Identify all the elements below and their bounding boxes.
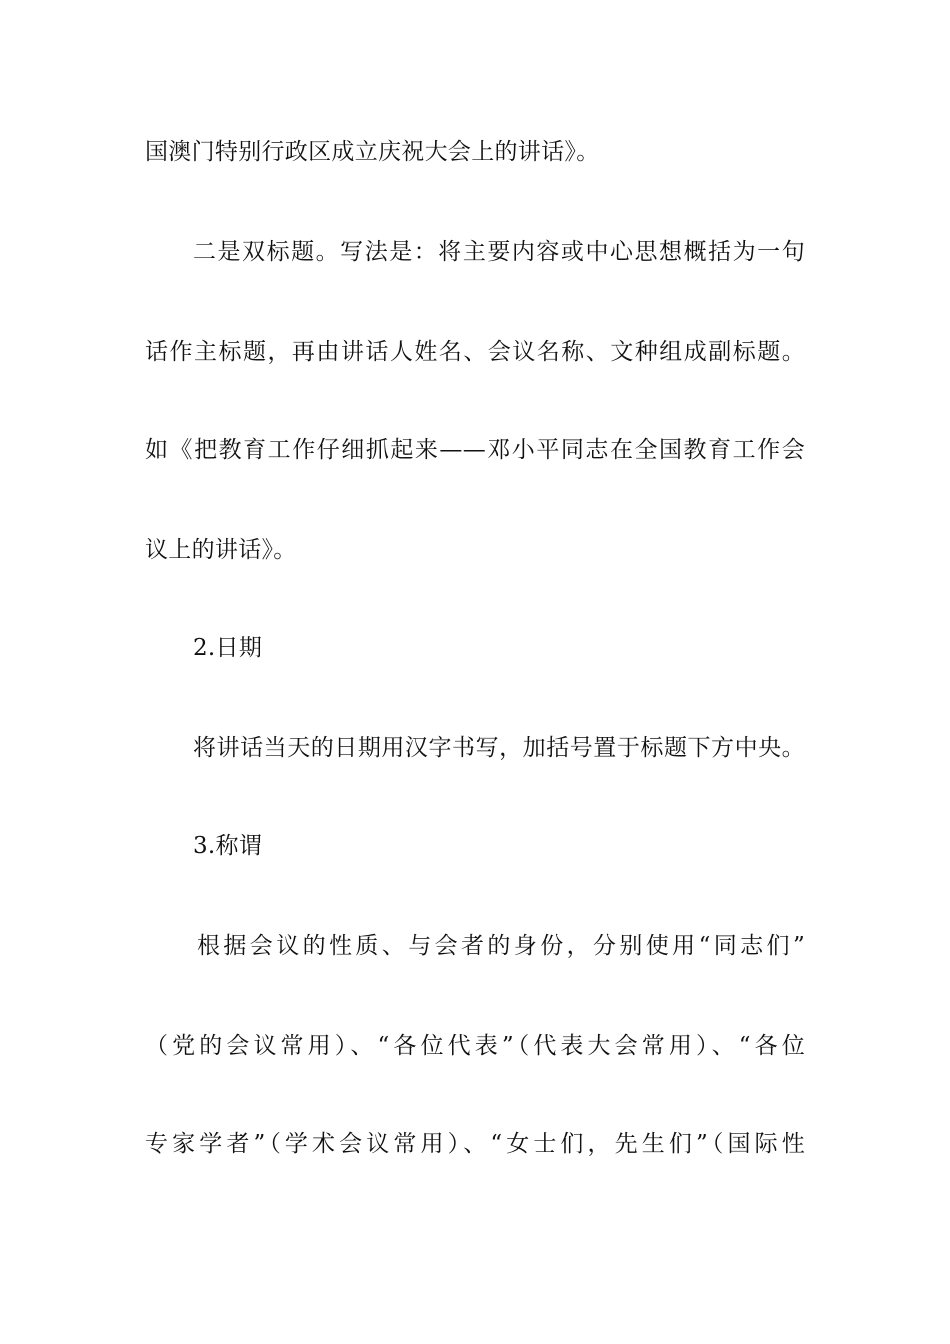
paragraph-line: 国澳门特别行政区成立庆祝大会上的讲话》。	[145, 139, 600, 165]
paragraph-line: （党的会议常用）、“各位代表”（代表大会常用）、“各位	[145, 1033, 805, 1059]
paragraph-line: 话作主标题，再由讲话人姓名、会议名称、文种组成副标题。	[145, 339, 805, 365]
paragraph-line: 专家学者”（学术会议常用）、“女士们，先生们”（国际性	[145, 1131, 805, 1157]
paragraph-line: 议上的讲话》。	[145, 537, 297, 563]
paragraph-line: 二是双标题。写法是：将主要内容或中心思想概括为一句	[193, 239, 805, 265]
paragraph-line: 如《把教育工作仔细抓起来——邓小平同志在全国教育工作会	[145, 437, 805, 463]
section-heading-date: 2.日期	[193, 635, 263, 661]
paragraph-line: 将讲话当天的日期用汉字书写，加括号置于标题下方中央。	[193, 735, 805, 761]
paragraph-line: 根据会议的性质、与会者的身份，分别使用“同志们”	[197, 933, 805, 959]
section-heading-salutation: 3.称谓	[193, 833, 263, 859]
